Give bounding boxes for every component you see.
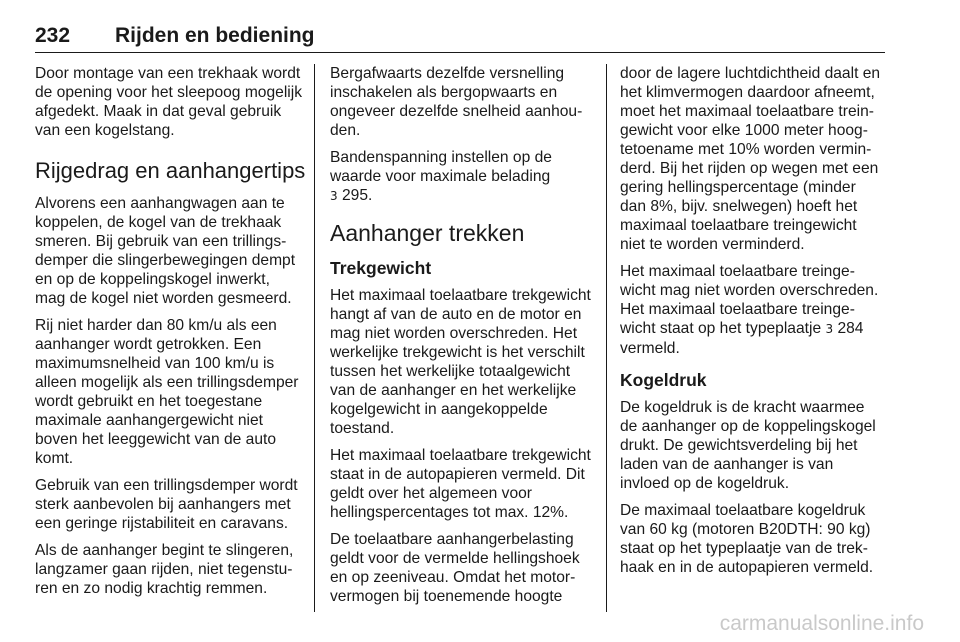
paragraph: Door montage van een trekhaak wordt de opening voor het sleepoog mogelijk afgedekt. Maak in dat geval gebruik van een kogelstang. <box>35 65 303 139</box>
page-header <box>35 24 885 50</box>
section-heading: Aanhanger trekken <box>330 220 525 246</box>
column-divider <box>606 64 607 612</box>
paragraph-text: Bandenspanning instellen op de waarde voor maximale belading <box>330 149 552 185</box>
column-2 <box>330 64 592 614</box>
paragraph: Het maximaal toelaatbare trekgewicht staat in de autopapieren vermeld. Dit geldt over het algemeen voor hellingspercentages tot max. 12%. <box>330 447 591 521</box>
column-1 <box>35 64 306 606</box>
watermark: carmanualsonline.info <box>719 612 924 635</box>
subsection-heading: Trekgewicht <box>330 258 432 278</box>
column-divider <box>314 64 315 612</box>
paragraph: De maximaal toelaatbare kogeldruk van 60 kg (motoren B20DTH: 90 kg) staat op het typeplaatje van de trekhaak en in de autopapieren vermeld. <box>620 502 874 576</box>
section-heading: Rijgedrag en aanhangertips <box>35 158 306 183</box>
page-number: 232 <box>35 24 71 47</box>
paragraph: Gebruik van een trillingsdemper wordt sterk aanbevolen bij aanhangers met een geringe rijstabiliteit en caravans. <box>35 477 298 532</box>
paragraph-text: Het maximaal toelaatbare treingewicht mag niet worden overschreden. Het maximaal toelaatbare treingewicht staat op het typeplaatje <box>620 263 879 337</box>
paragraph: Bergafwaarts dezelfde versnelling inschakelen als bergopwaarts en ongeveer dezelfde snelheid aanhouden. <box>330 65 583 139</box>
paragraph: Als de aanhanger begint te slingeren, langzamer gaan rijden, niet tegensturen en zo nodig krachtig remmen. <box>35 542 294 597</box>
paragraph: door de lagere luchtdichtheid daalt en het klimvermogen daardoor afneemt, moet het maximaal toelaatbare treingewicht voor elke 1000 meter hoogtetoename met 10% worden verminderd. Bij het rijden op wegen met een gering hellingspercentage (minder dan 8%, bijv. snelwegen) hoeft het maximaal toelaatbare treingewicht niet te worden verminderd. <box>620 65 881 253</box>
page-ref-arrow-icon: 3 <box>825 322 834 336</box>
page-ref-arrow-icon: 3 <box>330 189 338 203</box>
paragraph: Alvorens een aanhangwagen aan te koppelen, de kogel van de trekhaak smeren. Bij gebruik van een trillingsdemper die slingerbewegingen dempt en op de koppelingskogel inwerkt, mag de kogel niet worden gesmeerd. <box>35 195 296 307</box>
page-reference[interactable]: 284 <box>837 320 864 337</box>
paragraph: De toelaatbare aanhangerbelasting geldt voor de vermelde hellingshoek en op zeeniveau. Omdat het motorvermogen bij toenemende hoogte <box>330 531 580 605</box>
chapter-title: Rijden en bediening <box>115 24 315 47</box>
paragraph: Het maximaal toelaatbare trekgewicht hangt af van de auto en de motor en mag niet worden overschreden. Het werkelijke trekgewicht is het verschilt tussen het werkelijke totaalgewicht van de aanhanger en het werkelijke kogelgewicht in aangekoppelde toestand. <box>330 287 591 437</box>
paragraph-text: vermeld. <box>620 340 680 357</box>
page-reference[interactable]: 295. <box>341 187 373 204</box>
column-3 <box>620 64 885 585</box>
paragraph <box>620 262 885 358</box>
paragraph <box>330 148 592 206</box>
header-rule <box>35 52 885 53</box>
paragraph: Rij niet harder dan 80 km/u als een aanhanger wordt getrokken. Een maximumsnelheid van 100 km/u is alleen mogelijk als een trillingsdemper wordt gebruikt en het toegestane maximale aanhangergewicht niet boven het leeggewicht van de auto komt. <box>35 317 299 467</box>
subsection-heading: Kogeldruk <box>620 370 707 390</box>
paragraph: De kogeldruk is de kracht waarmee de aanhanger op de koppelingskogel drukt. De gewichtsverdeling bij het laden van de aanhanger is van invloed op de kogeldruk. <box>620 399 876 492</box>
